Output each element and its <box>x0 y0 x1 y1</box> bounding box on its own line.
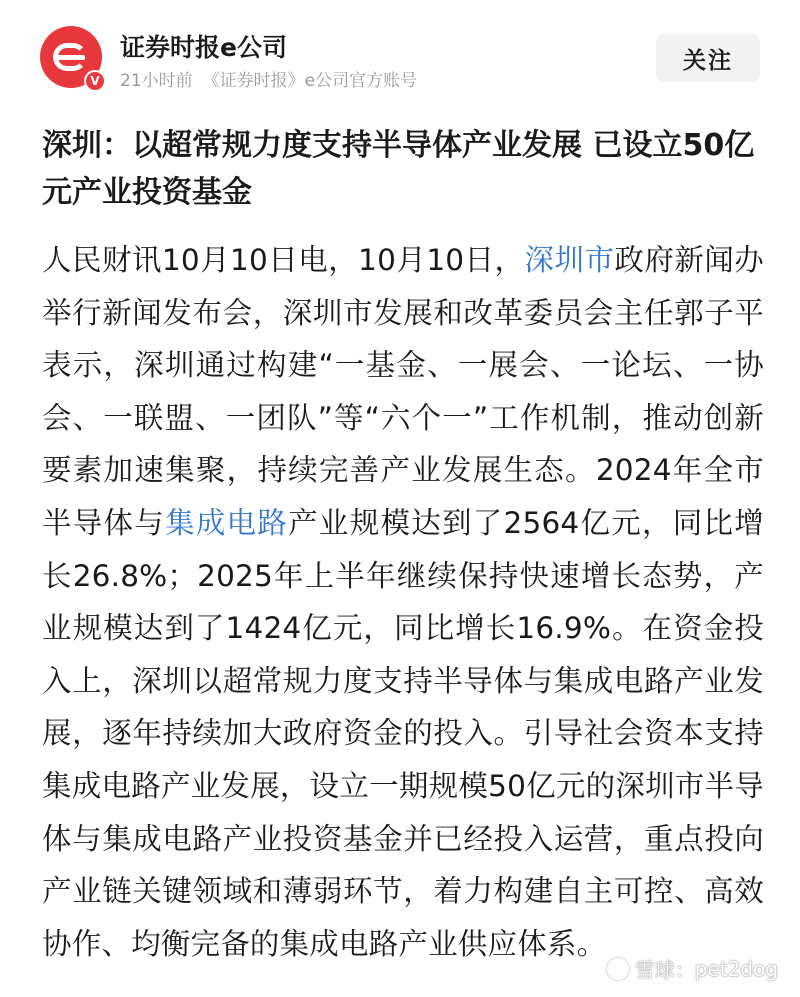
body-text-segment: 人民财讯10月10日电，10月10日， <box>42 243 525 277</box>
verified-badge-icon: V <box>84 70 106 92</box>
watermark-user: pet2dog <box>694 956 778 981</box>
article-header <box>40 22 760 92</box>
follow-button[interactable]: 关注 <box>656 34 760 82</box>
article-title: 深圳：以超常规力度支持半导体产业发展 已设立50亿元产业投资基金 <box>42 128 755 210</box>
watermark-separator: ： <box>674 958 695 982</box>
account-description: 《证券时报》e公司官方账号 <box>202 71 418 91</box>
snowball-icon <box>607 958 629 980</box>
account-name[interactable]: 证券时报e公司 <box>120 33 287 62</box>
e-logo-icon <box>53 43 89 71</box>
body-text-segment: 产业规模达到了2564亿元，同比增长26.8%；2025年上半年继续保持快速增长态势，产业规模达到了1424亿元，同比增长16.9%。在资金投入上，深圳以超常规力度支持半导体与集成电路产业发展，逐年持续加大政府资金的投入。引导社会资本支持集成电路产业发展，设立一期规模50亿元的深圳市半导体与集成电路产业投资基金并已经投入运营，重点投向产业链关键领域和薄弱环节，着力构建自主可控、高效协作、均衡完备的集成电路产业供应体系。 <box>42 505 764 961</box>
article-body <box>42 234 764 970</box>
body-text-segment: 政府新闻办举行新闻发布会，深圳市发展和改革委员会主任郭子平表示，深圳通过构建“一基金、一展会、一论坛、一协会、一联盟、一团队”等“六个一”工作机制，推动创新要素加速集聚，持续完善产业发展生态。2024年全市半导体与 <box>42 243 764 540</box>
post-meta <box>120 66 427 91</box>
watermark <box>607 954 778 983</box>
topic-link-ic[interactable]: 集成电路 <box>165 505 289 540</box>
post-time: 21小时前 <box>120 71 193 91</box>
stock-link-shenzhen[interactable]: 深圳市 <box>524 243 615 277</box>
watermark-brand: 雪球 <box>634 958 675 982</box>
